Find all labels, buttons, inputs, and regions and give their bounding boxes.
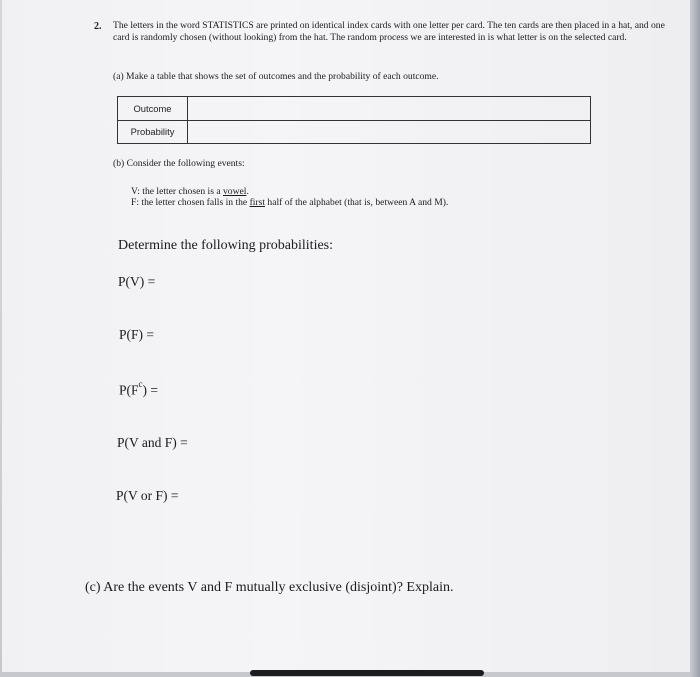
outcome-probability-table	[117, 96, 591, 144]
prob-v-or-f-label: P(V or F) =	[116, 488, 179, 503]
event-f-keyword: first	[249, 197, 266, 208]
complement-superscript: c	[138, 379, 143, 389]
probability-answer-cell	[188, 120, 591, 144]
home-indicator-bar[interactable]	[250, 670, 484, 676]
event-v-keyword: vowel	[223, 186, 247, 197]
prob-v-and-f-label: P(V and F) =	[117, 435, 188, 450]
prob-f-complement-end: ) =	[142, 382, 158, 398]
event-v-prefix: V: the letter chosen is a	[131, 186, 223, 197]
page-edge-shadow	[690, 0, 700, 677]
event-v-suffix: .	[246, 186, 249, 197]
problem-intro: The letters in the word STATISTICS are printed on identical index cards with one letter per card. The ten cards are then placed in a hat, and one card is randomly chosen (without looking) from the hat. The random process we are interested in is what letter is on the selected card.	[113, 20, 665, 43]
probability-label: Probability	[118, 120, 188, 144]
outcome-label: Outcome	[118, 97, 188, 121]
outcome-row	[118, 97, 591, 121]
event-v-definition	[131, 186, 249, 198]
event-f-prefix: F: the letter chosen falls in the	[131, 197, 250, 208]
outcome-answer-cell	[188, 97, 591, 121]
worksheet-page	[2, 0, 690, 672]
probability-row	[118, 120, 591, 144]
prob-f-label: P(F) =	[119, 327, 154, 342]
prob-v-label: P(V) =	[118, 274, 156, 289]
prob-f-complement-label	[119, 381, 158, 399]
determine-heading: Determine the following probabilities:	[118, 238, 334, 253]
part-c-prompt: (c) Are the events V and F mutually exclusive (disjoint)? Explain.	[85, 580, 454, 595]
problem-number: 2.	[94, 21, 102, 32]
prob-f-complement-base: P(F	[119, 382, 139, 398]
event-f-definition	[131, 197, 448, 209]
part-b-prompt: (b) Consider the following events:	[113, 158, 245, 169]
event-f-suffix: half of the alphabet (that is, between A and M).	[265, 197, 449, 208]
part-a-prompt: (a) Make a table that shows the set of outcomes and the probability of each outcome.	[113, 71, 439, 82]
